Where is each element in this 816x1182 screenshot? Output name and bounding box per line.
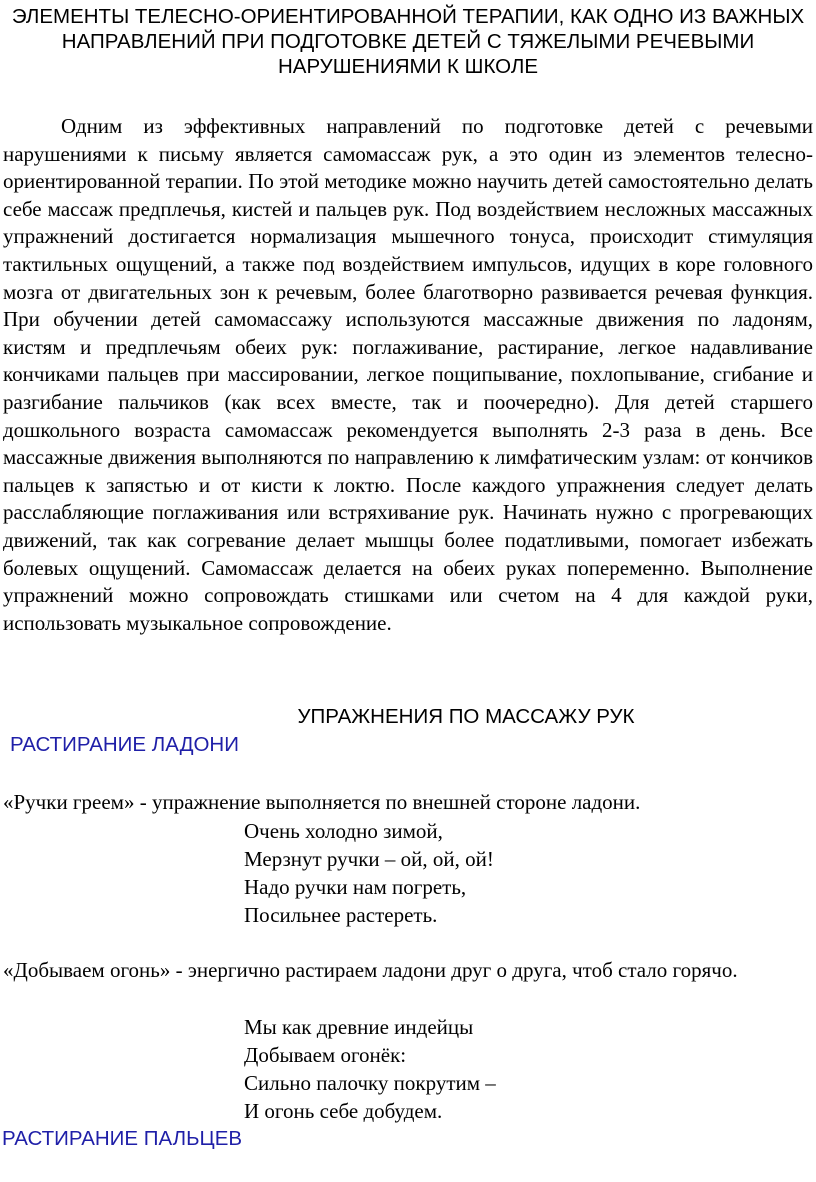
- poem-line: Добываем огонёк:: [244, 1043, 407, 1067]
- poem-line: Посильнее растереть.: [244, 903, 438, 927]
- exercise-1-poem: [244, 817, 494, 929]
- poem-line: Сильно палочку покрутим –: [244, 1071, 496, 1095]
- exercise-2-description: «Добываем огонь» - энергично растираем ладони друг о друга, чтоб стало горячо.: [3, 958, 738, 982]
- poem-line: И огонь себе добудем.: [244, 1099, 443, 1123]
- poem-line: Очень холодно зимой,: [244, 819, 443, 843]
- document-title: ЭЛЕМЕНТЫ ТЕЛЕСНО-ОРИЕНТИРОВАННОЙ ТЕРАПИИ, КАК ОДНО ИЗ ВАЖНЫХ НАПРАВЛЕНИЙ ПРИ ПОДГОТОВКЕ ДЕТЕЙ С ТЯЖЕЛЫМИ РЕЧЕВЫМИ НАРУШЕНИЯМИ К ШКОЛЕ: [11, 5, 805, 78]
- section-title: УПРАЖНЕНИЯ ПО МАССАЖУ РУК: [297, 705, 635, 728]
- poem-line: Мы как древние индейцы: [244, 1015, 474, 1039]
- poem-line: Надо ручки нам погреть,: [244, 875, 467, 899]
- exercise-1-description: «Ручки греем» - упражнение выполняется по внешней стороне ладони.: [3, 790, 641, 814]
- intro-paragraph: Одним из эффективных направлений по подготовке детей с речевыми нарушениями к письму является самомассаж рук, а это один из элементов телесно-ориентированной терапии. По этой методике можно научить детей самостоятельно делать себе массаж предплечья, кистей и пальцев рук. Под воздействием несложных массажных упражнений достигается нормализация мышечного тонуса, происходит стимуляция тактильных ощущений, а также под воздействием импульсов, идущих в коре головного мозга от двигательных зон к речевым, более благотворно развивается речевая функция. При обучении детей самомассажу используются массажные движения по ладоням, кистям и предплечьям обеих рук: поглаживание, растирание, легкое надавливание кончиками пальцев при массировании, легкое пощипывание, похлопывание, сгибание и разгибание пальчиков (как всех вместе, так и поочередно). Для детей старшего дошкольного возраста самомассаж рекомендуется выполнять 2-3 раза в день. Все массажные движения выполняются по направлению к лимфатическим узлам: от кончиков пальцев к запястью и от кисти к локтю. После каждого упражнения следует делать расслабляющие поглаживания или встряхивание рук. Начинать нужно с прогревающих движений, так как согревание делает мышцы более податливыми, помогает избежать болевых ощущений. Самомассаж делается на обеих руках попеременно. Выполнение упражнений можно сопровождать стишками или счетом на 4 для каждой руки, использовать музыкальное сопровождение.: [3, 114, 813, 635]
- poem-line: Мерзнут ручки – ой, ой, ой!: [244, 847, 494, 871]
- heading-palm-rubbing: РАСТИРАНИЕ ЛАДОНИ: [10, 733, 239, 756]
- exercise-2-poem: [244, 1013, 496, 1125]
- heading-finger-rubbing: РАСТИРАНИЕ ПАЛЬЦЕВ: [2, 1127, 243, 1150]
